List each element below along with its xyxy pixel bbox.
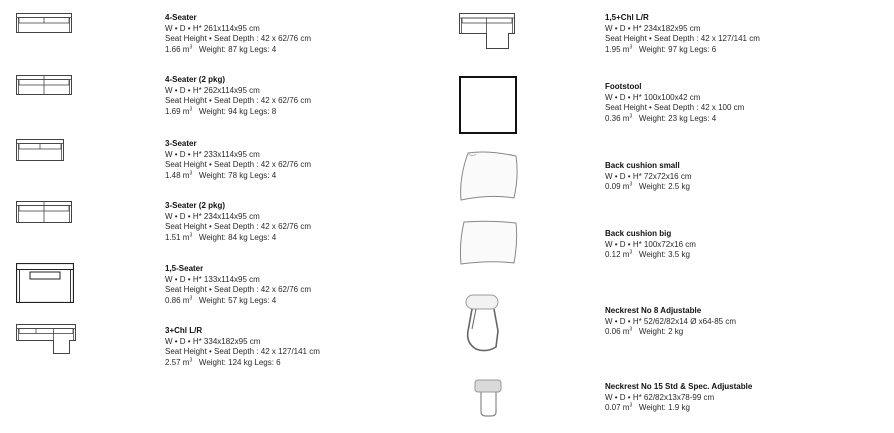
- sofa-3-chaise-icon: [16, 324, 76, 354]
- sofa-3-seater-2pkg-icon: [16, 201, 72, 223]
- product-dimensions: W • D • H* 100x72x16 cm: [605, 239, 696, 249]
- product-volume-weight: 1.66 $m^3$ Weight: 87 kg Legs: 4: [165, 43, 277, 54]
- product-seat: Seat Height • Seat Depth : 42 x 62/76 cm: [165, 34, 311, 43]
- product-title: Neckrest No 15 Std & Spec. Adjustable: [605, 382, 753, 391]
- product-seat: Seat Height • Seat Depth : 42 x 127/141 cm: [605, 34, 760, 43]
- product-dimensions: W • D • H* 234x182x95 cm: [605, 23, 701, 33]
- product-dimensions: W • D • H* 62/82x13x78-99 cm: [605, 392, 715, 402]
- product-seat: Seat Height • Seat Depth : 42 x 127/141 cm: [165, 347, 320, 356]
- product-volume-weight: 1.51 $m^3$ Weight: 84 kg Legs: 4: [165, 231, 277, 242]
- product-title: 3-Seater (2 pkg): [165, 201, 226, 210]
- product-title: 3+Chl L/R: [165, 326, 203, 335]
- product-seat: Seat Height • Seat Depth : 42 x 62/76 cm: [165, 160, 311, 169]
- product-volume-weight: 0.86 $m^3$ Weight: 57 kg Legs: 4: [165, 294, 277, 305]
- sofa-1-5-seater-icon: [16, 263, 74, 303]
- product-volume-weight: 1.48 $m^3$ Weight: 78 kg Legs: 4: [165, 169, 277, 180]
- product-volume-weight: 0.06 $m^3$ Weight: 2 kg: [605, 326, 684, 336]
- product-volume-weight: 0.09 $m^3$ Weight: 2.5 kg: [605, 181, 690, 191]
- neckrest-no15-icon: [472, 378, 504, 418]
- product-dimensions: W • D • H* 52/62/82x14 Ø x64-85 cm: [605, 316, 736, 326]
- footstool-icon: [459, 76, 517, 134]
- product-volume-weight: 1.69 $m^3$ Weight: 94 kg Legs: 8: [165, 105, 277, 116]
- sofa-3-seater-icon: [16, 139, 64, 161]
- product-dimensions: W • D • H* 262x114x95 cm: [165, 85, 260, 95]
- back-cushion-big-icon: [458, 219, 520, 267]
- product-dimensions: W • D • H* 261x114x95 cm: [165, 23, 260, 33]
- product-title: 4-Seater (2 pkg): [165, 75, 226, 84]
- back-cushion-small-icon: [458, 150, 520, 202]
- neckrest-no8-icon: [462, 293, 504, 355]
- product-volume-weight: 2.57 $m^3$ Weight: 124 kg Legs: 6: [165, 356, 281, 367]
- product-volume-weight: 1.95 $m^3$ Weight: 97 kg Legs: 6: [605, 43, 717, 54]
- product-dimensions: W • D • H* 100x100x42 cm: [605, 92, 701, 102]
- product-title: 4-Seater: [165, 13, 197, 22]
- product-seat: Seat Height • Seat Depth : 42 x 62/76 cm: [165, 285, 311, 294]
- product-volume-weight: 0.36 $m^3$ Weight: 23 kg Legs: 4: [605, 112, 717, 123]
- product-title: Back cushion small: [605, 161, 680, 170]
- product-dimensions: W • D • H* 334x182x95 cm: [165, 336, 261, 346]
- product-volume-weight: 0.07 $m^3$ Weight: 1.9 kg: [605, 402, 690, 412]
- product-title: Neckrest No 8 Adjustable: [605, 306, 702, 315]
- product-title: 3-Seater: [165, 139, 197, 148]
- product-dimensions: W • D • H* 133x114x95 cm: [165, 274, 260, 284]
- product-dimensions: W • D • H* 233x114x95 cm: [165, 149, 260, 159]
- product-title: Back cushion big: [605, 229, 672, 238]
- sofa-4-seater-icon: [16, 13, 72, 33]
- sofa-1-5-chaise-icon: [459, 13, 515, 49]
- product-seat: Seat Height • Seat Depth : 42 x 62/76 cm: [165, 96, 311, 105]
- product-dimensions: W • D • H* 234x114x95 cm: [165, 211, 260, 221]
- product-seat: Seat Height • Seat Depth : 42 x 100 cm: [605, 103, 745, 112]
- product-dimensions: W • D • H* 72x72x16 cm: [605, 171, 692, 181]
- product-title: Footstool: [605, 82, 642, 91]
- product-title: 1,5-Seater: [165, 264, 204, 273]
- product-seat: Seat Height • Seat Depth : 42 x 62/76 cm: [165, 222, 311, 231]
- product-title: 1,5+Chl L/R: [605, 13, 649, 22]
- product-volume-weight: 0.12 $m^3$ Weight: 3.5 kg: [605, 249, 690, 259]
- sofa-4-seater-2pkg-icon: [16, 75, 72, 95]
